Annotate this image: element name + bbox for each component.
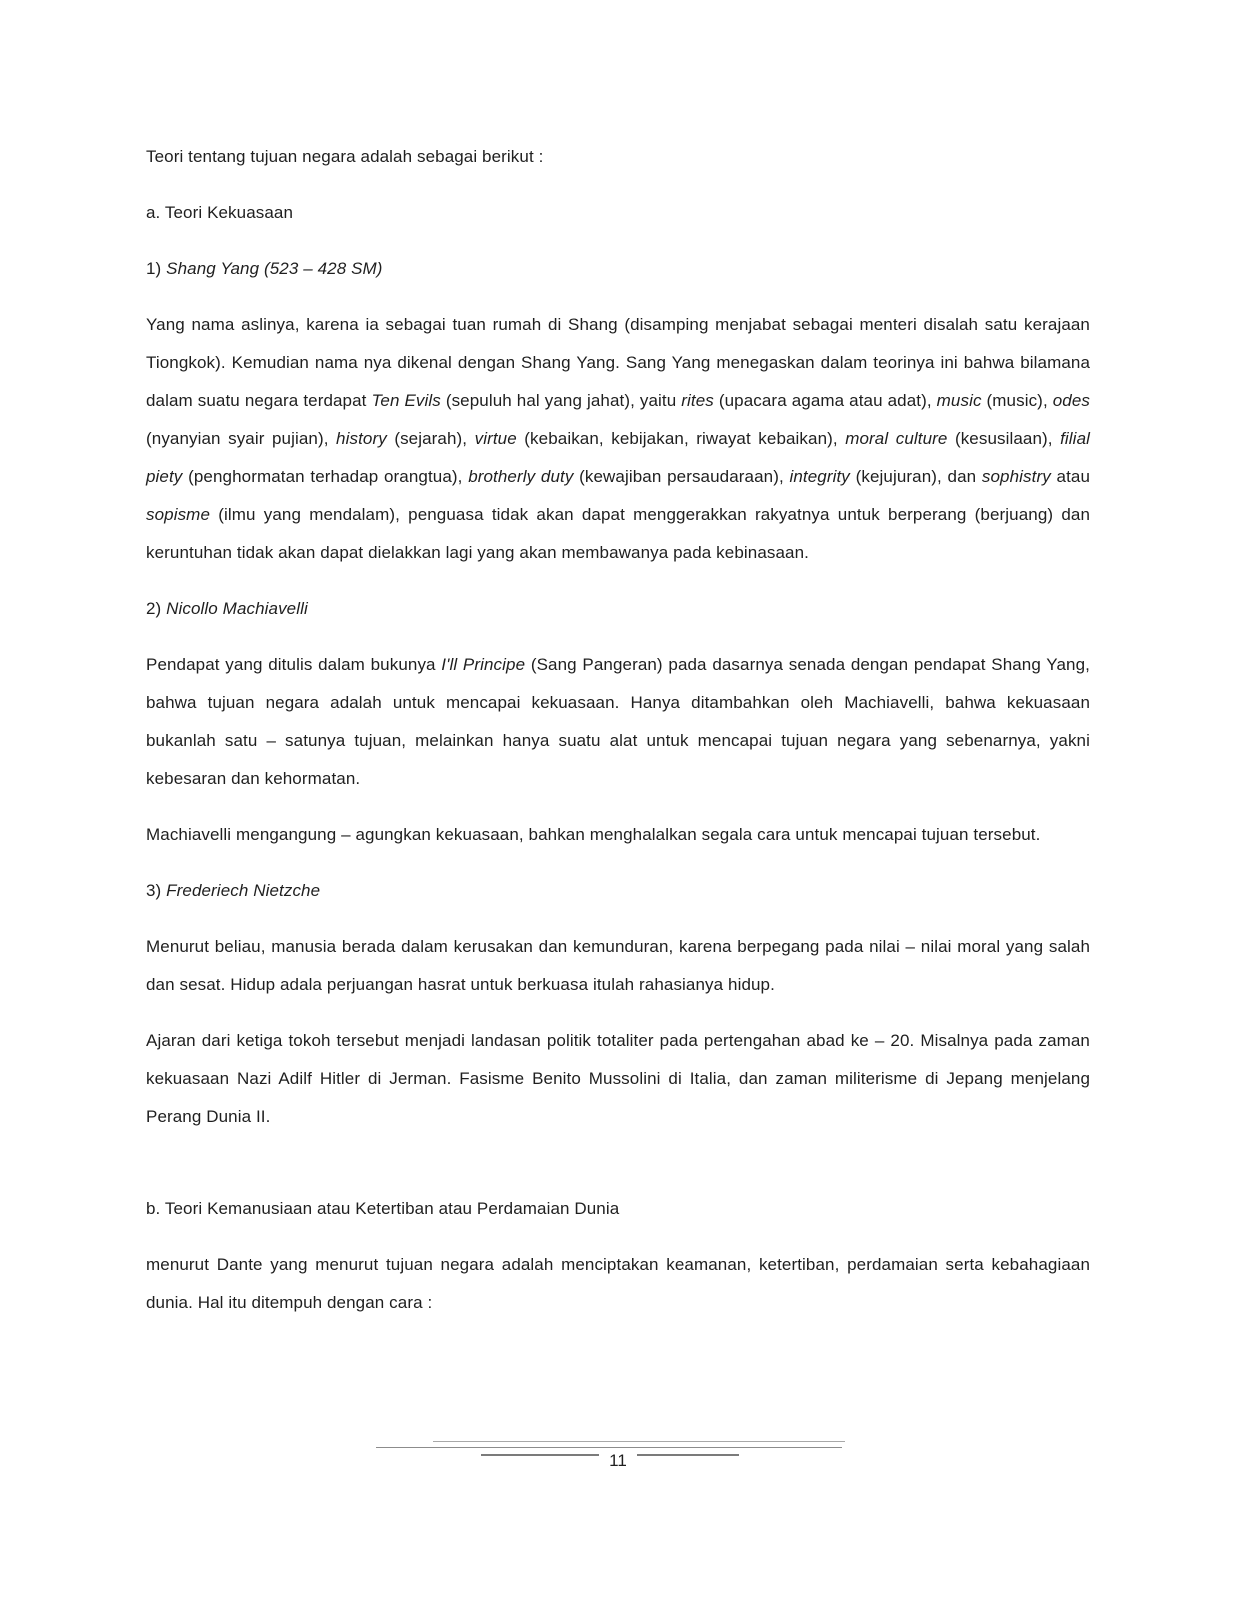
intro-paragraph: Teori tentang tujuan negara adalah sebagai berikut : <box>146 147 544 166</box>
page-number: 11 <box>599 1451 637 1470</box>
item-1-paragraph: Yang nama aslinya, karena ia sebagai tuan rumah di Shang (disamping menjabat sebagai menteri disalah satu kerajaan Tiongkok). Kemudian nama nya dikenal dengan Shang Yang. Sang Yang menegaskan dalam teorinya ini bahwa bilamana dalam suatu negara terdapat Ten Evils (sepuluh hal yang jahat), yaitu rites (upacara agama atau adat), music (music), odes (nyanyian syair pujian), history (sejarah), virtue (kebaikan, kebijakan, riwayat kebaikan), moral culture (kesusilaan), filial piety (penghormatan terhadap orangtua), brotherly duty (kewajiban persaudaraan), integrity (kejujuran), dan sophistry atau sopisme (ilmu yang mendalam), penguasa tidak akan dapat menggerakkan rakyatnya untuk berperang (berjuang) dan keruntuhan tidak akan dapat dielakkan lagi yang akan membawanya pada kebinasaan. <box>146 315 1091 562</box>
section-a-heading: a. Teori Kekuasaan <box>146 203 294 222</box>
footer-rule-top <box>433 1441 845 1442</box>
item-3-paragraph-2: Ajaran dari ketiga tokoh tersebut menjadi landasan politik totaliter pada pertengahan abad ke – 20. Misalnya pada zaman kekuasaan Nazi Adilf Hitler di Jerman. Fasisme Benito Mussolini di Italia, dan zaman militerisme di Jepang menjelang Perang Dunia II. <box>146 1031 1090 1126</box>
item-2-heading: 2) Nicollo Machiavelli <box>146 599 308 618</box>
item-3-paragraph-1: Menurut beliau, manusia berada dalam kerusakan dan kemunduran, karena berpegang pada nilai – nilai moral yang salah dan sesat. Hidup adala perjuangan hasrat untuk berkuasa itulah rahasianya hidup. <box>146 937 1090 994</box>
item-2-paragraph-1: Pendapat yang ditulis dalam bukunya I'll Principe (Sang Pangeran) pada dasarnya senada dengan pendapat Shang Yang, bahwa tujuan negara adalah untuk mencapai kekuasaan. Hanya ditambahkan oleh Machiavelli, bahwa kekuasaan bukanlah satu – satunya tujuan, melainkan hanya suatu alat untuk mencapai tujuan negara yang sebenarnya, yakni kebesaran dan kehormatan. <box>146 655 1090 788</box>
item-2-paragraph-2: Machiavelli mengangung – agungkan kekuasaan, bahkan menghalalkan segala cara untuk mencapai tujuan tersebut. <box>146 825 1041 844</box>
section-b-heading: b. Teori Kemanusiaan atau Ketertiban atau Perdamaian Dunia <box>146 1199 620 1218</box>
item-3-heading: 3) Frederiech Nietzche <box>146 881 321 900</box>
page-footer <box>0 1448 1236 1474</box>
item-1-heading: 1) Shang Yang (523 – 428 SM) <box>146 259 383 278</box>
section-b-paragraph: menurut Dante yang menurut tujuan negara adalah menciptakan keamanan, ketertiban, perdamaian serta kebahagiaan dunia. Hal itu ditempuh dengan cara : <box>146 1255 1090 1312</box>
page-content <box>146 138 1090 1340</box>
